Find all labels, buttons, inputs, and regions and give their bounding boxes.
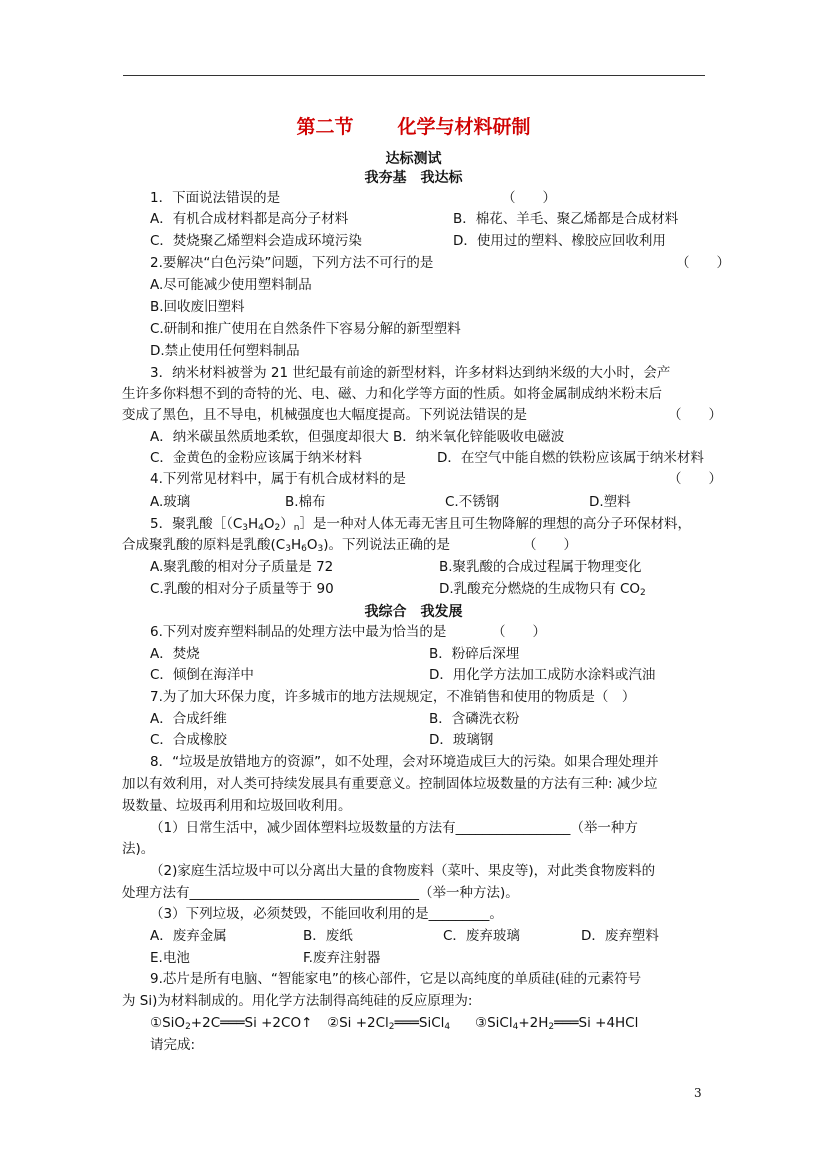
q2-answer-paren: （ ） <box>676 255 730 271</box>
q9-equation-3 <box>475 1014 638 1036</box>
q5-option-d <box>439 580 646 602</box>
q5-l1-sub: n <box>293 523 300 533</box>
q1-option-c: C．焚烧聚乙烯塑料会造成环境污染 <box>150 233 362 249</box>
q8-part-1-line-1: （1）日常生活中，减少固体塑料垃圾数量的方法有_________________（举一种方 <box>150 820 638 836</box>
q8-option-d: D．废弃塑料 <box>581 928 659 944</box>
q8-option-c: C．废弃玻璃 <box>443 928 520 944</box>
title-name: 化学与材料研制 <box>397 116 531 138</box>
q2-option-d: D.禁止使用任何塑料制品 <box>150 343 300 359</box>
q5-l1-sub: 3 <box>242 523 248 533</box>
q5-l1-part: 5．聚乳酸［（C <box>150 516 243 532</box>
q6-option-b: B．粉碎后深埋 <box>429 646 520 662</box>
q2-option-c: C.研制和推广使用在自然条件下容易分解的新型塑料 <box>150 321 461 337</box>
q5-l2-sub: 3 <box>317 544 324 554</box>
q5-l1-part: ］是一种对人体无毒无害且可生物降解的理想的高分子环保材料， <box>299 516 691 532</box>
q9-eq3-sub: 2 <box>548 1022 555 1032</box>
q9-eq1-sub: 2 <box>185 1022 191 1032</box>
q5-l1-sub: 4 <box>258 523 264 533</box>
q9-eq2-sub: 2 <box>388 1022 395 1032</box>
q3-line-2: 生许多你料想不到的奇特的光、电、磁、力和化学等方面的性质。如将金属制成纳米粉末后 <box>122 386 662 402</box>
q9-eq3-part: ═══Si +4HCl <box>554 1015 639 1031</box>
q5-l2-part: H <box>290 537 302 553</box>
q9-line-2: 为 Si)为材料制成的。用化学方法制得高纯硅的反应原理为: <box>122 993 473 1009</box>
q1-option-d: D．使用过的塑料、橡胶应回收利用 <box>453 233 666 249</box>
q8-line-1: 8．“垃圾是放错地方的资源”，如不处理，会对环境造成巨大的污染。如果合理处理并 <box>150 754 659 770</box>
q9-eq2-part: ═══SiCl <box>394 1015 445 1031</box>
q9-prompt: 请完成: <box>150 1037 196 1053</box>
q9-eq1-part: ①SiO <box>150 1015 186 1031</box>
q5-l2-part: O <box>306 537 318 553</box>
q8-line-2: 加以有效利用，对人类可持续发展具有重要意义。控制固体垃圾数量的方法有三种: 减少垃 <box>122 776 658 792</box>
q5-option-b: B.聚乳酸的合成过程属于物理变化 <box>439 559 642 575</box>
q9-eq3-part: ③SiCl <box>475 1015 513 1031</box>
q1-stem: 1．下面说法错误的是 <box>150 190 281 206</box>
q7-option-a: A．合成纤维 <box>150 711 227 727</box>
q6-option-c: C．倾倒在海洋中 <box>150 667 254 683</box>
q5-option-a: A.聚乳酸的相对分子质量是 72 <box>150 559 334 575</box>
q3-option-d: D．在空气中能自燃的铁粉应该属于纳米材料 <box>437 450 704 466</box>
q3-line-3: 变成了黑色，且不导电，机械强度也大幅度提高。下列说法错误的是 <box>122 407 527 423</box>
q9-equation-2 <box>327 1014 450 1036</box>
q8-option-b: B．废纸 <box>303 928 353 944</box>
q9-eq2-part: ②Si +2Cl <box>327 1015 389 1031</box>
q1-option-a: A．有机合成材料都是高分子材料 <box>150 211 349 227</box>
q7-stem: 7.为了加大环保力度，许多城市的地方法规规定，不准销售和使用的物质是（ ） <box>150 689 636 705</box>
q6-option-a: A．焚烧 <box>150 646 200 662</box>
q8-part-1-line-2: 法)。 <box>122 841 155 857</box>
q8-part-3: （3）下列垃圾，必须焚毁，不能回收利用的是_________。 <box>150 906 503 922</box>
q5-option-d-text: D.乳酸充分燃烧的生成物只有 CO <box>439 581 641 597</box>
q5-l2-sub: 3 <box>285 544 291 554</box>
q6-stem: 6.下列对废弃塑料制品的处理方法中最为恰当的是 <box>150 624 447 640</box>
q9-eq1-part: +2C═══Si +2CO↑ <box>190 1015 313 1031</box>
title-section: 第二节 <box>296 116 354 138</box>
q8-option-f: F.废弃注射器 <box>303 950 381 966</box>
q7-option-d: D．玻璃钢 <box>429 732 494 748</box>
q3-answer-paren: （ ） <box>668 407 722 423</box>
q2-stem: 2.要解决“白色污染”问题，下列方法不可行的是 <box>150 255 434 271</box>
q5-l2-part: )。下列说法正确的是 <box>323 537 450 553</box>
q5-line-1 <box>150 515 691 537</box>
q4-stem: 4.下列常见材料中，属于有机合成材料的是 <box>150 471 406 487</box>
header-rule <box>123 75 705 76</box>
q5-l1-sub: 2 <box>274 523 281 533</box>
q6-answer-paren: （ ） <box>492 624 546 640</box>
q5-l1-part: O <box>263 516 275 532</box>
q5-l2-part: 合成聚乳酸的原料是乳酸(C <box>122 537 286 553</box>
q5-option-c: C.乳酸的相对分子质量等于 90 <box>150 581 334 597</box>
q3-line-1: 3．纳米材料被誉为 21 世纪最有前途的新型材料，许多材料达到纳米级的大小时，会产 <box>150 365 671 381</box>
q9-line-1: 9.芯片是所有电脑、“智能家电”的核心部件，它是以高纯度的单质硅(硅的元素符号 <box>150 971 642 987</box>
q4-option-b: B.棉布 <box>285 494 326 510</box>
q3-option-c: C．金黄色的金粉应该属于纳米材料 <box>150 450 362 466</box>
q9-eq3-sub: 4 <box>512 1022 519 1032</box>
q9-equation-1 <box>150 1014 312 1036</box>
q1-option-b: B．棉花、羊毛、聚乙烯都是合成材料 <box>453 211 679 227</box>
q4-option-c: C.不锈钢 <box>445 494 500 510</box>
q4-option-d: D.塑料 <box>589 494 631 510</box>
subheading-test: 达标测试 <box>385 151 442 167</box>
q2-option-b: B.回收废旧塑料 <box>150 299 245 315</box>
q7-option-c: C．合成橡胶 <box>150 732 227 748</box>
q5-l2-sub: 6 <box>301 544 307 554</box>
q4-option-a: A.玻璃 <box>150 494 191 510</box>
q5-answer-paren: （ ） <box>523 537 577 553</box>
q9-eq2-sub: 4 <box>444 1022 451 1032</box>
q5-option-d-sub: 2 <box>640 588 646 598</box>
q1-answer-paren: （ ） <box>502 190 556 206</box>
q2-option-a: A.尽可能减少使用塑料制品 <box>150 277 312 293</box>
q7-option-b: B．含磷洗衣粉 <box>429 711 520 727</box>
q5-l1-part: H <box>248 516 259 532</box>
q5-line-2 <box>122 536 450 558</box>
q8-option-e: E.电池 <box>150 950 190 966</box>
q8-line-3: 圾数量、垃圾再利用和垃圾回收利用。 <box>122 798 352 814</box>
q4-answer-paren: （ ） <box>668 471 722 487</box>
q8-option-a: A．废弃金属 <box>150 928 227 944</box>
q8-part-2-line-1: （2)家庭生活垃圾中可以分离出大量的食物废料（菜叶、果皮等)，对此类食物废料的 <box>150 863 656 879</box>
page-title <box>0 112 827 139</box>
q3-option-ab: A．纳米碳虽然质地柔软，但强度却很大 B．纳米氧化锌能吸收电磁波 <box>150 429 565 445</box>
q5-l1-part: ） <box>280 516 294 532</box>
subheading-basic: 我夯基 我达标 <box>364 170 463 186</box>
q6-option-d: D．用化学方法加工成防水涂料或汽油 <box>429 667 656 683</box>
q8-part-2-line-2: 处理方法有__________________________________（举一种方法)。 <box>122 885 519 901</box>
q9-eq3-part: +2H <box>518 1015 549 1031</box>
subheading-comprehensive: 我综合 我发展 <box>364 604 463 620</box>
page-number: 3 <box>694 1086 702 1100</box>
